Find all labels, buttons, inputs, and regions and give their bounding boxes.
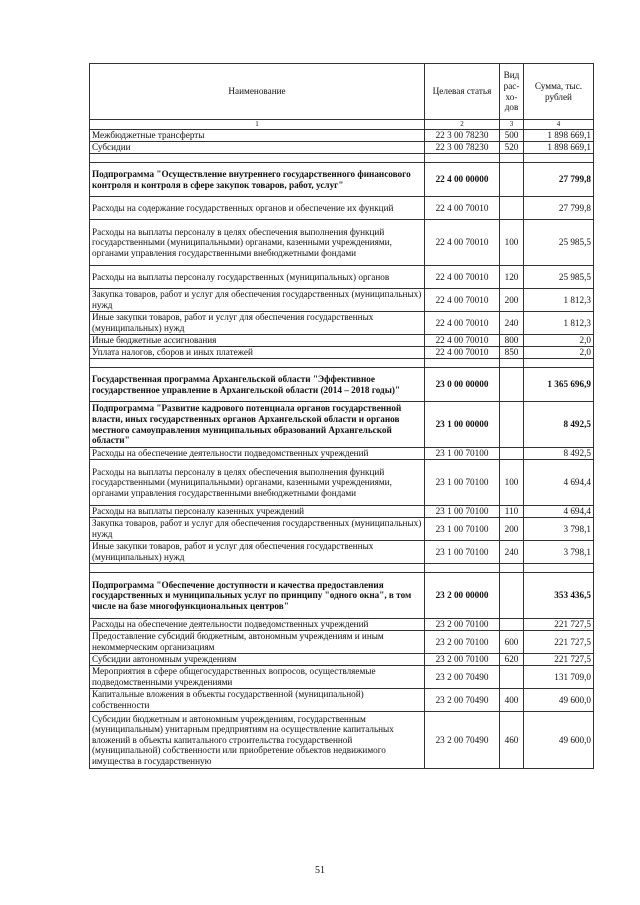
column-number: 2 bbox=[425, 120, 500, 130]
row-sum: 3 798,1 bbox=[524, 518, 594, 541]
table-row bbox=[90, 335, 594, 347]
row-name: Межбюджетные трансферты bbox=[90, 130, 425, 142]
column-number-row bbox=[90, 120, 594, 130]
row-name: Расходы на выплаты персоналу казенных учреждений bbox=[90, 506, 425, 518]
table-row bbox=[90, 266, 594, 289]
row-name: Закупка товаров, работ и услуг для обеспечения государственных (муниципальных) нужд bbox=[90, 289, 425, 312]
row-target-code: 22 4 00 70010 bbox=[425, 266, 500, 289]
row-expense-kind bbox=[500, 448, 524, 460]
table-row bbox=[90, 518, 594, 541]
header-name: Наименование bbox=[90, 64, 425, 120]
row-target-code: 22 4 00 70010 bbox=[425, 312, 500, 335]
table-header-row bbox=[90, 64, 594, 120]
row-target-code: 23 1 00 70100 bbox=[425, 541, 500, 564]
row-expense-kind: 110 bbox=[500, 506, 524, 518]
row-sum: 49 600,0 bbox=[524, 712, 594, 769]
row-name: Подпрограмма "Осуществление внутреннего государственного финансового контроля и контроля в сфере закупок товаров, работ, услуг" bbox=[90, 163, 425, 197]
row-expense-kind: 850 bbox=[500, 347, 524, 359]
row-name: Иные закупки товаров, работ и услуг для обеспечения государственных (муниципальных) нужд bbox=[90, 312, 425, 335]
row-target-code: 23 1 00 70100 bbox=[425, 460, 500, 506]
row-expense-kind: 600 bbox=[500, 631, 524, 654]
row-target-code: 22 3 00 78230 bbox=[425, 130, 500, 142]
row-target-code: 23 2 00 70490 bbox=[425, 689, 500, 712]
table-row bbox=[90, 312, 594, 335]
spacer-row bbox=[90, 359, 594, 368]
header-expense-kind: Вид рас-хо-дов bbox=[500, 64, 524, 120]
spacer-row bbox=[90, 154, 594, 163]
row-target-code: 23 1 00 70100 bbox=[425, 518, 500, 541]
table-row bbox=[90, 142, 594, 154]
row-target-code: 23 2 00 70100 bbox=[425, 619, 500, 631]
table-row bbox=[90, 689, 594, 712]
row-name: Расходы на содержание государственных органов и обеспечение их функций bbox=[90, 197, 425, 220]
table-row bbox=[90, 402, 594, 448]
row-target-code: 23 2 00 70100 bbox=[425, 654, 500, 666]
row-sum: 221 727,5 bbox=[524, 654, 594, 666]
row-expense-kind: 200 bbox=[500, 289, 524, 312]
row-name: Подпрограмма "Развитие кадрового потенциала органов государственной власти, иных государственных органов Архангельской области и органов местного самоуправления муниципальных образований Архангельской области" bbox=[90, 402, 425, 448]
row-expense-kind bbox=[500, 573, 524, 619]
row-target-code: 23 1 00 00000 bbox=[425, 402, 500, 448]
row-expense-kind: 240 bbox=[500, 312, 524, 335]
row-target-code: 22 4 00 00000 bbox=[425, 163, 500, 197]
row-target-code: 22 4 00 70010 bbox=[425, 289, 500, 312]
table-row bbox=[90, 541, 594, 564]
row-sum: 353 436,5 bbox=[524, 573, 594, 619]
row-expense-kind: 520 bbox=[500, 142, 524, 154]
row-sum: 1 898 669,1 bbox=[524, 142, 594, 154]
row-target-code: 22 4 00 70010 bbox=[425, 197, 500, 220]
row-name: Субсидии bbox=[90, 142, 425, 154]
row-target-code: 23 2 00 70490 bbox=[425, 712, 500, 769]
row-name: Государственная программа Архангельской области "Эффективное государственное управление в Архангельской области (2014 – 2018 годы)" bbox=[90, 368, 425, 402]
row-expense-kind: 100 bbox=[500, 220, 524, 266]
row-expense-kind: 400 bbox=[500, 689, 524, 712]
column-number: 3 bbox=[500, 120, 524, 130]
row-expense-kind bbox=[500, 666, 524, 689]
row-name: Субсидии автономным учреждениям bbox=[90, 654, 425, 666]
row-sum: 221 727,5 bbox=[524, 631, 594, 654]
row-sum: 49 600,0 bbox=[524, 689, 594, 712]
row-sum: 27 799,8 bbox=[524, 163, 594, 197]
table-row bbox=[90, 654, 594, 666]
row-sum: 2,0 bbox=[524, 335, 594, 347]
row-sum: 27 799,8 bbox=[524, 197, 594, 220]
row-name: Предоставление субсидий бюджетным, автономным учреждениям и иным некоммерческим организациям bbox=[90, 631, 425, 654]
row-sum: 4 694,4 bbox=[524, 506, 594, 518]
spacer-row bbox=[90, 564, 594, 573]
row-name: Капитальные вложения в объекты государственной (муниципальной) собственности bbox=[90, 689, 425, 712]
table-row bbox=[90, 631, 594, 654]
table-row bbox=[90, 619, 594, 631]
row-sum: 25 985,5 bbox=[524, 266, 594, 289]
row-sum: 8 492,5 bbox=[524, 448, 594, 460]
row-name: Иные закупки товаров, работ и услуг для обеспечения государственных (муниципальных) нужд bbox=[90, 541, 425, 564]
table-row bbox=[90, 347, 594, 359]
row-expense-kind bbox=[500, 368, 524, 402]
row-expense-kind: 800 bbox=[500, 335, 524, 347]
row-sum: 25 985,5 bbox=[524, 220, 594, 266]
table-row bbox=[90, 289, 594, 312]
row-target-code: 22 4 00 70010 bbox=[425, 220, 500, 266]
row-sum: 1 812,3 bbox=[524, 312, 594, 335]
table-row bbox=[90, 220, 594, 266]
row-sum: 3 798,1 bbox=[524, 541, 594, 564]
table-row bbox=[90, 448, 594, 460]
table-row bbox=[90, 666, 594, 689]
row-name: Расходы на выплаты персоналу в целях обеспечения выполнения функций государственными (муниципальными) органами, казенными учреждениями, органами управления государственными внебюджетными фондами bbox=[90, 460, 425, 506]
row-expense-kind: 240 bbox=[500, 541, 524, 564]
row-sum: 1 365 696,9 bbox=[524, 368, 594, 402]
row-name: Расходы на обеспечение деятельности подведомственных учреждений bbox=[90, 448, 425, 460]
header-target-article: Целевая статья bbox=[425, 64, 500, 120]
page-number: 51 bbox=[315, 865, 325, 876]
row-name: Закупка товаров, работ и услуг для обеспечения государственных (муниципальных) нужд bbox=[90, 518, 425, 541]
table-row bbox=[90, 130, 594, 142]
row-name: Уплата налогов, сборов и иных платежей bbox=[90, 347, 425, 359]
row-sum: 4 694,4 bbox=[524, 460, 594, 506]
row-sum: 1 898 669,1 bbox=[524, 130, 594, 142]
row-target-code: 23 0 00 00000 bbox=[425, 368, 500, 402]
row-target-code: 23 2 00 00000 bbox=[425, 573, 500, 619]
table-row bbox=[90, 460, 594, 506]
row-target-code: 22 4 00 70010 bbox=[425, 335, 500, 347]
row-sum: 8 492,5 bbox=[524, 402, 594, 448]
row-expense-kind bbox=[500, 163, 524, 197]
row-expense-kind: 200 bbox=[500, 518, 524, 541]
row-target-code: 23 1 00 70100 bbox=[425, 448, 500, 460]
table-row bbox=[90, 163, 594, 197]
row-target-code: 22 3 00 78230 bbox=[425, 142, 500, 154]
column-number: 1 bbox=[90, 120, 425, 130]
row-sum: 1 812,3 bbox=[524, 289, 594, 312]
row-expense-kind: 100 bbox=[500, 460, 524, 506]
row-expense-kind bbox=[500, 197, 524, 220]
row-target-code: 23 1 00 70100 bbox=[425, 506, 500, 518]
row-name: Подпрограмма "Обеспечение доступности и качества предоставления государственных и муниципальных услуг по принципу "одного окна", в том числе на базе многофункциональных центров" bbox=[90, 573, 425, 619]
row-sum: 221 727,5 bbox=[524, 619, 594, 631]
row-name: Расходы на выплаты персоналу в целях обеспечения выполнения функций государственными (муниципальными) органами, казенными учреждениями, органами управления государственными внебюджетными фондами bbox=[90, 220, 425, 266]
row-name: Иные бюджетные ассигнования bbox=[90, 335, 425, 347]
row-name: Расходы на обеспечение деятельности подведомственных учреждений bbox=[90, 619, 425, 631]
row-name: Расходы на выплаты персоналу государственных (муниципальных) органов bbox=[90, 266, 425, 289]
row-name: Мероприятия в сфере общегосударственных вопросов, осуществляемые подведомственными учреждениями bbox=[90, 666, 425, 689]
budget-table bbox=[89, 63, 594, 769]
row-name: Субсидии бюджетным и автономным учреждениям, государственным (муниципальным) унитарным предприятиям на осуществление капитальных вложений в объекты капитального строительства государственной (муниципальной) собственности или приобретение объектов недвижимого имущества в государственную bbox=[90, 712, 425, 769]
row-target-code: 22 4 00 70010 bbox=[425, 347, 500, 359]
row-target-code: 23 2 00 70100 bbox=[425, 631, 500, 654]
row-expense-kind: 120 bbox=[500, 266, 524, 289]
table-row bbox=[90, 506, 594, 518]
row-expense-kind: 620 bbox=[500, 654, 524, 666]
row-expense-kind bbox=[500, 619, 524, 631]
header-sum: Сумма, тыс. рублей bbox=[524, 64, 594, 120]
table-row bbox=[90, 197, 594, 220]
table-row bbox=[90, 573, 594, 619]
column-number: 4 bbox=[524, 120, 594, 130]
table-row bbox=[90, 368, 594, 402]
row-expense-kind: 500 bbox=[500, 130, 524, 142]
row-sum: 131 709,0 bbox=[524, 666, 594, 689]
table-row bbox=[90, 712, 594, 769]
row-sum: 2,0 bbox=[524, 347, 594, 359]
row-target-code: 23 2 00 70490 bbox=[425, 666, 500, 689]
row-expense-kind bbox=[500, 402, 524, 448]
row-expense-kind: 460 bbox=[500, 712, 524, 769]
